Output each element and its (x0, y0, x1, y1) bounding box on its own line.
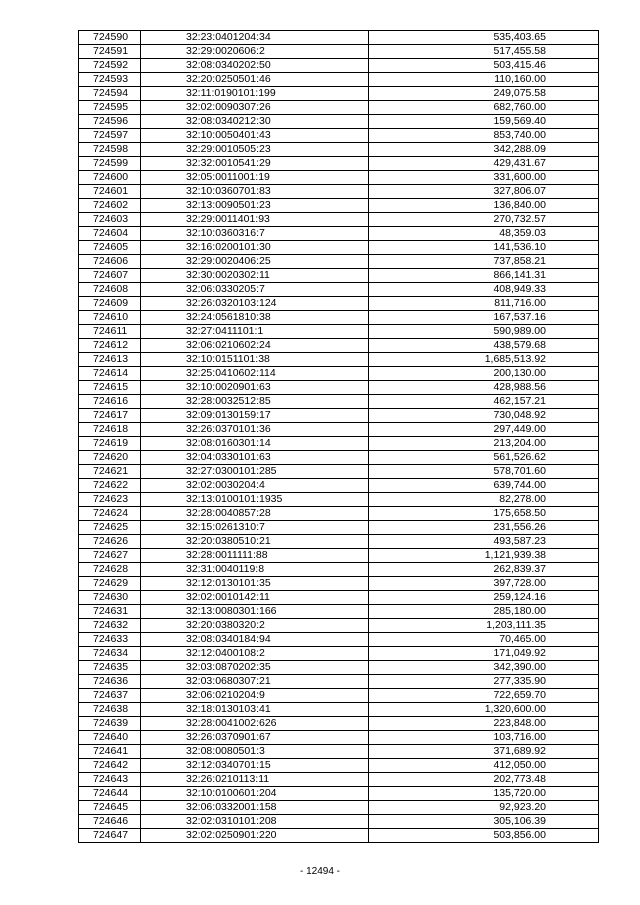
amount-cell: 462,157.21 (369, 395, 599, 409)
record-id-cell: 724595 (79, 101, 141, 115)
cadastral-number-cell: 32:10:0100601:204 (141, 787, 369, 801)
cadastral-number-cell: 32:03:0870202:35 (141, 661, 369, 675)
amount-cell: 438,579.68 (369, 339, 599, 353)
amount-cell: 866,141.31 (369, 269, 599, 283)
record-id-cell: 724631 (79, 605, 141, 619)
cadastral-number-cell: 32:03:0680307:21 (141, 675, 369, 689)
record-id-cell: 724647 (79, 829, 141, 843)
cadastral-number-cell: 32:05:0011001:19 (141, 171, 369, 185)
amount-cell: 167,537.16 (369, 311, 599, 325)
amount-cell: 262,839.37 (369, 563, 599, 577)
record-id-cell: 724607 (79, 269, 141, 283)
amount-cell: 730,048.92 (369, 409, 599, 423)
amount-cell: 70,465.00 (369, 633, 599, 647)
record-id-cell: 724609 (79, 297, 141, 311)
table-row (79, 423, 599, 437)
amount-cell: 428,988.56 (369, 381, 599, 395)
record-id-cell: 724645 (79, 801, 141, 815)
cadastral-number-cell: 32:31:0040119:8 (141, 563, 369, 577)
amount-cell: 853,740.00 (369, 129, 599, 143)
amount-cell: 371,689.92 (369, 745, 599, 759)
amount-cell: 92,923.20 (369, 801, 599, 815)
table-row (79, 101, 599, 115)
records-table-body (79, 31, 599, 843)
record-id-cell: 724643 (79, 773, 141, 787)
table-row (79, 661, 599, 675)
record-id-cell: 724591 (79, 45, 141, 59)
amount-cell: 1,685,513.92 (369, 353, 599, 367)
cadastral-number-cell: 32:13:0080301:166 (141, 605, 369, 619)
amount-cell: 110,160.00 (369, 73, 599, 87)
table-row (79, 31, 599, 45)
table-row (79, 185, 599, 199)
cadastral-number-cell: 32:20:0250501:46 (141, 73, 369, 87)
amount-cell: 200,130.00 (369, 367, 599, 381)
amount-cell: 277,335.90 (369, 675, 599, 689)
cadastral-number-cell: 32:29:0020406:25 (141, 255, 369, 269)
cadastral-number-cell: 32:06:0210602:24 (141, 339, 369, 353)
cadastral-number-cell: 32:24:0561810:38 (141, 311, 369, 325)
amount-cell: 722,659.70 (369, 689, 599, 703)
table-row (79, 703, 599, 717)
record-id-cell: 724617 (79, 409, 141, 423)
cadastral-number-cell: 32:10:0020901:63 (141, 381, 369, 395)
table-row (79, 227, 599, 241)
amount-cell: 535,403.65 (369, 31, 599, 45)
amount-cell: 737,858.21 (369, 255, 599, 269)
table-row (79, 493, 599, 507)
table-row (79, 801, 599, 815)
amount-cell: 297,449.00 (369, 423, 599, 437)
cadastral-number-cell: 32:04:0330101:63 (141, 451, 369, 465)
record-id-cell: 724611 (79, 325, 141, 339)
record-id-cell: 724596 (79, 115, 141, 129)
cadastral-number-cell: 32:28:0011111:88 (141, 549, 369, 563)
amount-cell: 1,121,939.38 (369, 549, 599, 563)
cadastral-number-cell: 32:10:0050401:43 (141, 129, 369, 143)
cadastral-number-cell: 32:27:0300101:285 (141, 465, 369, 479)
record-id-cell: 724638 (79, 703, 141, 717)
table-row (79, 59, 599, 73)
table-row (79, 605, 599, 619)
table-row (79, 213, 599, 227)
amount-cell: 811,716.00 (369, 297, 599, 311)
amount-cell: 503,415.46 (369, 59, 599, 73)
table-row (79, 437, 599, 451)
cadastral-number-cell: 32:02:0090307:26 (141, 101, 369, 115)
cadastral-number-cell: 32:08:0080501:3 (141, 745, 369, 759)
amount-cell: 285,180.00 (369, 605, 599, 619)
record-id-cell: 724604 (79, 227, 141, 241)
amount-cell: 493,587.23 (369, 535, 599, 549)
record-id-cell: 724613 (79, 353, 141, 367)
record-id-cell: 724625 (79, 521, 141, 535)
amount-cell: 1,203,111.35 (369, 619, 599, 633)
table-row (79, 507, 599, 521)
cadastral-number-cell: 32:08:0340212:30 (141, 115, 369, 129)
amount-cell: 103,716.00 (369, 731, 599, 745)
record-id-cell: 724598 (79, 143, 141, 157)
record-id-cell: 724599 (79, 157, 141, 171)
amount-cell: 397,728.00 (369, 577, 599, 591)
table-row (79, 815, 599, 829)
table-row (79, 563, 599, 577)
table-row (79, 731, 599, 745)
cadastral-number-cell: 32:23:0401204:34 (141, 31, 369, 45)
table-row (79, 367, 599, 381)
table-row (79, 591, 599, 605)
record-id-cell: 724632 (79, 619, 141, 633)
amount-cell: 682,760.00 (369, 101, 599, 115)
table-row (79, 773, 599, 787)
cadastral-number-cell: 32:13:0090501:23 (141, 199, 369, 213)
table-row (79, 759, 599, 773)
amount-cell: 1,320,600.00 (369, 703, 599, 717)
amount-cell: 223,848.00 (369, 717, 599, 731)
record-id-cell: 724623 (79, 493, 141, 507)
table-row (79, 717, 599, 731)
record-id-cell: 724635 (79, 661, 141, 675)
table-row (79, 535, 599, 549)
cadastral-number-cell: 32:28:0032512:85 (141, 395, 369, 409)
cadastral-number-cell: 32:32:0010541:29 (141, 157, 369, 171)
cadastral-number-cell: 32:25:0410602:114 (141, 367, 369, 381)
table-row (79, 73, 599, 87)
record-id-cell: 724612 (79, 339, 141, 353)
table-row (79, 311, 599, 325)
table-row (79, 87, 599, 101)
amount-cell: 578,701.60 (369, 465, 599, 479)
cadastral-number-cell: 32:26:0370901:67 (141, 731, 369, 745)
cadastral-number-cell: 32:02:0030204:4 (141, 479, 369, 493)
amount-cell: 517,455.58 (369, 45, 599, 59)
table-row (79, 745, 599, 759)
amount-cell: 342,390.00 (369, 661, 599, 675)
cadastral-number-cell: 32:12:0400108:2 (141, 647, 369, 661)
record-id-cell: 724600 (79, 171, 141, 185)
table-row (79, 787, 599, 801)
table-row (79, 479, 599, 493)
amount-cell: 82,278.00 (369, 493, 599, 507)
cadastral-number-cell: 32:30:0020302:11 (141, 269, 369, 283)
record-id-cell: 724637 (79, 689, 141, 703)
table-row (79, 339, 599, 353)
record-id-cell: 724614 (79, 367, 141, 381)
amount-cell: 259,124.16 (369, 591, 599, 605)
record-id-cell: 724616 (79, 395, 141, 409)
records-table (78, 30, 599, 843)
record-id-cell: 724640 (79, 731, 141, 745)
table-row (79, 647, 599, 661)
cadastral-number-cell: 32:20:0380320:2 (141, 619, 369, 633)
cadastral-number-cell: 32:02:0010142:11 (141, 591, 369, 605)
record-id-cell: 724603 (79, 213, 141, 227)
table-row (79, 465, 599, 479)
table-row (79, 353, 599, 367)
page-number: - 12494 - (299, 866, 341, 877)
amount-cell: 136,840.00 (369, 199, 599, 213)
record-id-cell: 724620 (79, 451, 141, 465)
record-id-cell: 724624 (79, 507, 141, 521)
table-row (79, 143, 599, 157)
record-id-cell: 724629 (79, 577, 141, 591)
record-id-cell: 724601 (79, 185, 141, 199)
cadastral-number-cell: 32:29:0010505:23 (141, 143, 369, 157)
table-row (79, 549, 599, 563)
amount-cell: 331,600.00 (369, 171, 599, 185)
table-row (79, 45, 599, 59)
record-id-cell: 724593 (79, 73, 141, 87)
table-row (79, 283, 599, 297)
table-row (79, 633, 599, 647)
record-id-cell: 724641 (79, 745, 141, 759)
table-row (79, 451, 599, 465)
amount-cell: 48,359.03 (369, 227, 599, 241)
table-row (79, 619, 599, 633)
amount-cell: 639,744.00 (369, 479, 599, 493)
amount-cell: 231,556.26 (369, 521, 599, 535)
table-row (79, 129, 599, 143)
cadastral-number-cell: 32:08:0340184:94 (141, 633, 369, 647)
amount-cell: 135,720.00 (369, 787, 599, 801)
record-id-cell: 724590 (79, 31, 141, 45)
amount-cell: 202,773.48 (369, 773, 599, 787)
record-id-cell: 724636 (79, 675, 141, 689)
table-row (79, 157, 599, 171)
record-id-cell: 724608 (79, 283, 141, 297)
record-id-cell: 724626 (79, 535, 141, 549)
table-row (79, 829, 599, 843)
amount-cell: 561,526.62 (369, 451, 599, 465)
record-id-cell: 724605 (79, 241, 141, 255)
amount-cell: 590,989.00 (369, 325, 599, 339)
cadastral-number-cell: 32:06:0332001:158 (141, 801, 369, 815)
record-id-cell: 724610 (79, 311, 141, 325)
amount-cell: 305,106.39 (369, 815, 599, 829)
amount-cell: 171,049.92 (369, 647, 599, 661)
table-row (79, 675, 599, 689)
record-id-cell: 724644 (79, 787, 141, 801)
table-row (79, 689, 599, 703)
amount-cell: 412,050.00 (369, 759, 599, 773)
table-row (79, 325, 599, 339)
table-row (79, 521, 599, 535)
cadastral-number-cell: 32:18:0130103:41 (141, 703, 369, 717)
table-row (79, 577, 599, 591)
cadastral-number-cell: 32:26:0210113:11 (141, 773, 369, 787)
record-id-cell: 724639 (79, 717, 141, 731)
record-id-cell: 724630 (79, 591, 141, 605)
table-row (79, 241, 599, 255)
cadastral-number-cell: 32:20:0380510:21 (141, 535, 369, 549)
table-row (79, 381, 599, 395)
record-id-cell: 724594 (79, 87, 141, 101)
cadastral-number-cell: 32:06:0210204:9 (141, 689, 369, 703)
table-row (79, 255, 599, 269)
amount-cell: 249,075.58 (369, 87, 599, 101)
amount-cell: 270,732.57 (369, 213, 599, 227)
table-row (79, 171, 599, 185)
cadastral-number-cell: 32:15:0261310:7 (141, 521, 369, 535)
amount-cell: 141,536.10 (369, 241, 599, 255)
cadastral-number-cell: 32:13:0100101:1935 (141, 493, 369, 507)
record-id-cell: 724618 (79, 423, 141, 437)
cadastral-number-cell: 32:29:0011401:93 (141, 213, 369, 227)
cadastral-number-cell: 32:16:0200101:30 (141, 241, 369, 255)
cadastral-number-cell: 32:26:0370101:36 (141, 423, 369, 437)
cadastral-number-cell: 32:29:0020606:2 (141, 45, 369, 59)
table-row (79, 199, 599, 213)
cadastral-number-cell: 32:28:0040857:28 (141, 507, 369, 521)
record-id-cell: 724615 (79, 381, 141, 395)
amount-cell: 159,569.40 (369, 115, 599, 129)
amount-cell: 429,431.67 (369, 157, 599, 171)
cadastral-number-cell: 32:08:0340202:50 (141, 59, 369, 73)
record-id-cell: 724633 (79, 633, 141, 647)
amount-cell: 408,949.33 (369, 283, 599, 297)
amount-cell: 175,658.50 (369, 507, 599, 521)
cadastral-number-cell: 32:12:0340701:15 (141, 759, 369, 773)
record-id-cell: 724642 (79, 759, 141, 773)
table-row (79, 115, 599, 129)
record-id-cell: 724606 (79, 255, 141, 269)
amount-cell: 213,204.00 (369, 437, 599, 451)
record-id-cell: 724602 (79, 199, 141, 213)
cadastral-number-cell: 32:10:0360701:83 (141, 185, 369, 199)
amount-cell: 342,288.09 (369, 143, 599, 157)
cadastral-number-cell: 32:27:0411101:1 (141, 325, 369, 339)
cadastral-number-cell: 32:06:0330205:7 (141, 283, 369, 297)
cadastral-number-cell: 32:28:0041002:626 (141, 717, 369, 731)
cadastral-number-cell: 32:10:0151101:38 (141, 353, 369, 367)
record-id-cell: 724622 (79, 479, 141, 493)
record-id-cell: 724619 (79, 437, 141, 451)
table-row (79, 297, 599, 311)
cadastral-number-cell: 32:26:0320103:124 (141, 297, 369, 311)
table-row (79, 269, 599, 283)
record-id-cell: 724634 (79, 647, 141, 661)
table-row (79, 395, 599, 409)
record-id-cell: 724592 (79, 59, 141, 73)
record-id-cell: 724597 (79, 129, 141, 143)
record-id-cell: 724646 (79, 815, 141, 829)
record-id-cell: 724621 (79, 465, 141, 479)
table-row (79, 409, 599, 423)
record-id-cell: 724627 (79, 549, 141, 563)
record-id-cell: 724628 (79, 563, 141, 577)
cadastral-number-cell: 32:09:0130159:17 (141, 409, 369, 423)
cadastral-number-cell: 32:11:0190101:199 (141, 87, 369, 101)
cadastral-number-cell: 32:08:0160301:14 (141, 437, 369, 451)
amount-cell: 327,806.07 (369, 185, 599, 199)
amount-cell: 503,856.00 (369, 829, 599, 843)
cadastral-number-cell: 32:02:0250901:220 (141, 829, 369, 843)
cadastral-number-cell: 32:02:0310101:208 (141, 815, 369, 829)
cadastral-number-cell: 32:10:0360316:7 (141, 227, 369, 241)
cadastral-number-cell: 32:12:0130101:35 (141, 577, 369, 591)
